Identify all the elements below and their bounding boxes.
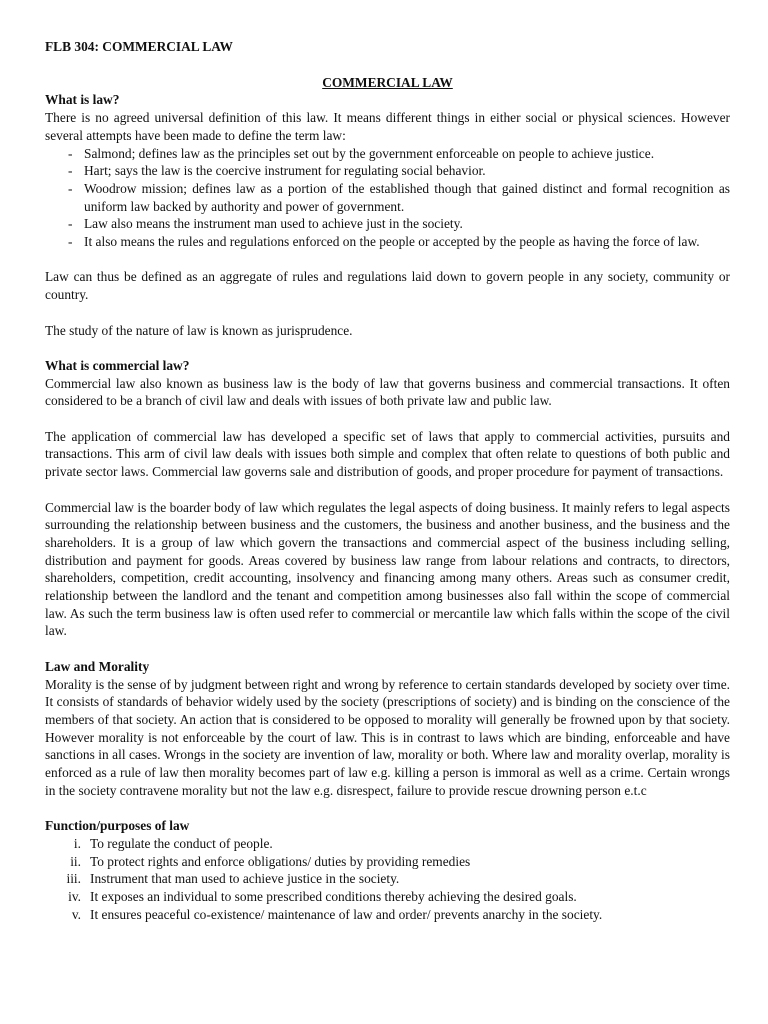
paragraph-law-intro: There is no agreed universal definition of this law. It means different things in either social or physical sciences. However several attempts have been made to define the term law: bbox=[45, 110, 730, 143]
document-title: COMMERCIAL LAW bbox=[322, 74, 453, 90]
list-item bbox=[45, 835, 730, 853]
list-item: - Woodrow mission; defines law as a portion of the established though that gained distinct and formal recognition as uniform law backed by authority and power of government. bbox=[45, 180, 730, 215]
list-number: iv. bbox=[68, 888, 81, 904]
list-item bbox=[45, 870, 730, 888]
list-number: ii. bbox=[70, 853, 81, 869]
spacer bbox=[45, 640, 730, 658]
document-header: FLB 304: COMMERCIAL LAW bbox=[45, 39, 233, 54]
list-item: - Salmond; defines law as the principles set out by the government enforceable on people to achieve justice. bbox=[45, 145, 730, 163]
spacer bbox=[45, 251, 730, 269]
heading-law-and-morality: Law and Morality bbox=[45, 658, 150, 674]
list-item bbox=[45, 906, 730, 924]
functions-list bbox=[45, 835, 730, 924]
spacer bbox=[45, 799, 730, 817]
heading-what-is-law: What is law? bbox=[45, 92, 120, 108]
paragraph-commercial-law-2: The application of commercial law has developed a specific set of laws that apply to commercial activities, pursuits and transactions. This arm of civil law deals with issues both simple and complex that often relate to questions of both public and private sector laws. Commercial law governs sale and distribution of goods, and proper procedure for payment of transactions. bbox=[45, 428, 730, 480]
list-number: i. bbox=[73, 835, 81, 851]
list-item-text: It exposes an individual to some prescribed conditions thereby achieving the desired goals. bbox=[90, 888, 577, 904]
list-item-text: Instrument that man used to achieve justice in the society. bbox=[90, 871, 400, 887]
heading-what-is-commercial-law: What is commercial law? bbox=[45, 357, 190, 373]
list-item-text: It ensures peaceful co-existence/ maintenance of law and order/ prevents anarchy in the society. bbox=[90, 906, 603, 922]
spacer bbox=[45, 339, 730, 357]
list-item: - Hart; says the law is the coercive instrument for regulating social behavior. bbox=[45, 162, 730, 180]
document-page bbox=[45, 38, 730, 923]
spacer bbox=[45, 410, 730, 428]
list-number: v. bbox=[71, 906, 81, 922]
heading-functions-of-law: Function/purposes of law bbox=[45, 818, 190, 834]
paragraph-law-definition: Law can thus be defined as an aggregate of rules and regulations laid down to govern people in any society, community or country. bbox=[45, 269, 730, 303]
list-item-text: To protect rights and enforce obligations/ duties by providing remedies bbox=[90, 853, 471, 869]
list-number: iii. bbox=[66, 871, 81, 887]
list-item bbox=[45, 888, 730, 906]
spacer bbox=[45, 304, 730, 322]
paragraph-law-morality: Morality is the sense of by judgment between right and wrong by reference to certain standards developed by society over time. It consists of standards of behavior widely used by the society (prescriptions of society) and is binding on the conscience of the members of that society. An action that is considered to be opposed to morality will generally be frowned upon by that society. However morality is not enforceable by the court of law. This is in contrast to laws which are binding, enforceable and have sanctions in all cases. Wrongs in the society are invention of law, morality or both. Where law and morality overlap, morality is enforced as a rule of law then morality becomes part of law e.g. killing a person is immoral as well as a crime. Certain wrongs in the society contravene morality but not the law e.g. disrespect, failure to provide rescue drowning person e.t.c bbox=[45, 676, 730, 798]
paragraph-commercial-law-1: Commercial law also known as business law is the body of law that governs business and commercial transactions. It often considered to be a branch of civil law and deals with issues of both private law and public law. bbox=[45, 375, 730, 409]
list-item: - Law also means the instrument man used to achieve just in the society. bbox=[45, 215, 730, 233]
paragraph-jurisprudence: The study of the nature of law is known as jurisprudence. bbox=[45, 322, 353, 338]
list-item bbox=[45, 853, 730, 871]
list-item: - It also means the rules and regulations enforced on the people or accepted by the people as having the force of law. bbox=[45, 233, 730, 251]
law-definitions-list bbox=[45, 145, 730, 251]
list-item-text: To regulate the conduct of people. bbox=[90, 835, 273, 851]
spacer bbox=[45, 481, 730, 499]
paragraph-commercial-law-3: Commercial law is the boarder body of law which regulates the legal aspects of doing business. It mainly refers to legal aspects surrounding the relationship between business and the customers, the business and another business, and the business and the shareholders. It is a group of law which govern the transactions and commercial aspect of the business including selling, distribution and payment for goods. Areas covered by business law range from labour relations and contracts, to directors, shareholders, competition, credit accounting, insolvency and financing among many others. Areas such as consumer credit, relationship between the landlord and the tenant and competition among businesses also fall within the scope of commercial law. As such the term business law is often used refer to commercial or mercantile law which falls within the scope of the civil law. bbox=[45, 499, 730, 639]
